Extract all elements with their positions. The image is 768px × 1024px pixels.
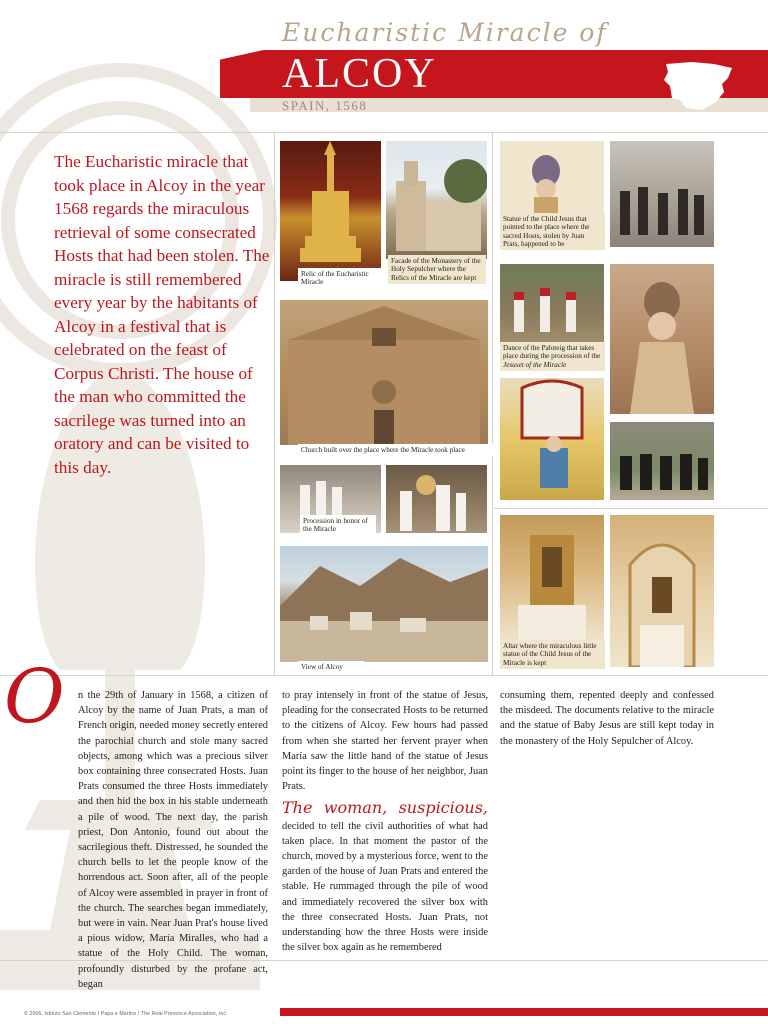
caption-dance-italic: Jesuset of the Miracle — [503, 360, 567, 369]
photo-procession-2 — [386, 465, 487, 533]
altar-icon — [500, 515, 604, 645]
page-title: ALCOY — [282, 51, 437, 97]
body-column-3: consuming them, repented deeply and confessed the misdeed. The documents relative to the miracle and the statue of Baby Jesus are still kept today in the monastery of the Holy Sepulcher of Alcoy. — [500, 690, 714, 747]
bottom-red-bar — [280, 1008, 768, 1016]
photo-painting-miracle — [500, 378, 604, 500]
column-divider — [274, 132, 275, 675]
painting-icon — [500, 378, 604, 500]
photo-altar-2 — [610, 515, 714, 667]
header-divider — [0, 132, 768, 133]
caption-statue: Statue of the Child Jesus that pointed to the place where the sacred Hosts, stolen by Juan Prats, happened to be — [500, 213, 605, 250]
caption-altar: Altar where the miraculous little statue of the Child Jesus of the Miracle is kept — [500, 640, 605, 669]
altar-icon — [610, 515, 714, 667]
photo-view-of-alcoy — [280, 546, 488, 662]
caption-church: Church built over the place where the Miracle took place — [298, 444, 494, 456]
body-divider — [0, 675, 768, 676]
photo-church — [280, 300, 488, 445]
nuns-icon — [610, 422, 714, 500]
photo-child-jesus-statue — [500, 141, 604, 221]
landscape-icon — [280, 546, 488, 662]
lead-phrase: The woman, suspicious, — [282, 798, 488, 818]
dancers-icon — [500, 264, 604, 344]
photo-divider — [494, 508, 768, 509]
photo-relic — [280, 141, 381, 281]
column-divider — [492, 132, 493, 675]
body-column-2-para-2 — [282, 800, 488, 955]
caption-facade: Facade of the Monastery of the Holy Sepulcher where the Relics of the Miracle are kept — [388, 255, 486, 284]
procession-figures-icon — [386, 465, 487, 533]
photo-procession-street — [610, 141, 714, 247]
caption-view: View of Alcoy — [298, 661, 364, 673]
photo-monastery-facade — [386, 141, 487, 259]
body-column-1: n the 29th of January in 1568, a citizen of Alcoy by the name of Juan Prats, a man of French origin, needed money secretly entered the parochial church and stole many sacred objects, among which was a precious silver box containing three consecrated Hosts. Juan Prats consumed the three Hosts immediately and then hid the box in his stable underneath a pile of wood. The next day, the parish priest, Don Antonio, found out about the sacrilegious theft. Distressed, he sounded the church bells to let the people know of the horrendous act. Soon after, all of the people of Alcoy were assembled in prayer in front of the church. The searches began immediately, but were in vain. Near Juan Prat's house lived a pious widow, María Miralles, who had a statue of the Holy Child. The woman, profoundly disturbed by the profane act, began — [78, 690, 268, 990]
photo-altar-1 — [500, 515, 604, 645]
photo-child-jesus-closeup — [610, 264, 714, 414]
building-icon — [386, 141, 487, 259]
spain-map-icon — [662, 58, 736, 114]
body-column-2 — [282, 688, 488, 955]
intro-text: The Eucharistic miracle that took place in Alcoy in the year 1568 regards the miraculous retrieval of some consecrated Hosts that had been stolen. The miracle is still remembered every year by the habitants of Alcoy in a festival that is celebrated on the feast of Corpus Christi. The house of the man who committed the sacrilege was turned into an oratory and can be visited to this day. — [54, 152, 270, 477]
body-column-2-para-2-text: decided to tell the civil authorities of what had taken place. In that moment the pastor of the church, moved by a mysterious force, went to the garden of the house of Juan Prats and entered the stable. He rummaged through the pile of wood and immediately recovered the silver box with the three consecrated Hosts. Juan Prats, not understanding how the three Hosts were inside the silver box again as he remembered — [282, 820, 488, 954]
caption-dance — [500, 342, 605, 371]
church-icon — [280, 300, 488, 445]
statue-icon — [610, 264, 714, 414]
photo-nuns — [610, 422, 714, 500]
page-subtitle: SPAIN, 1568 — [282, 98, 368, 113]
caption-procession: Procession in honor of the Miracle — [300, 515, 376, 536]
caption-relic: Relic of the Eucharistic Miracle — [298, 268, 386, 289]
copyright-footer: © 2006, Istituto San Clemente I Papa e Martire / The Real Presence Association, Inc. — [24, 1011, 228, 1017]
statue-icon — [500, 141, 604, 221]
reliquary-icon — [280, 141, 381, 281]
procession-figures-icon — [610, 141, 714, 247]
caption-dance-text: Dance of the Paloteig that takes place during the procession of the — [503, 344, 601, 361]
body-column-2-para-1: to pray intensely in front of the statue of Jesus, pleading for the consecrated Hosts to be returned to the citizens of Alcoy. Few hours had passed from when she started her fervent prayer when María saw the little hand of the statue of Jesus point its finger to the house of her neighbor, Juan Prats. — [282, 690, 488, 793]
header-kicker: Eucharistic Miracle of — [282, 18, 608, 47]
drop-cap: O — [4, 654, 65, 740]
photo-paloteig-dance — [500, 264, 604, 344]
